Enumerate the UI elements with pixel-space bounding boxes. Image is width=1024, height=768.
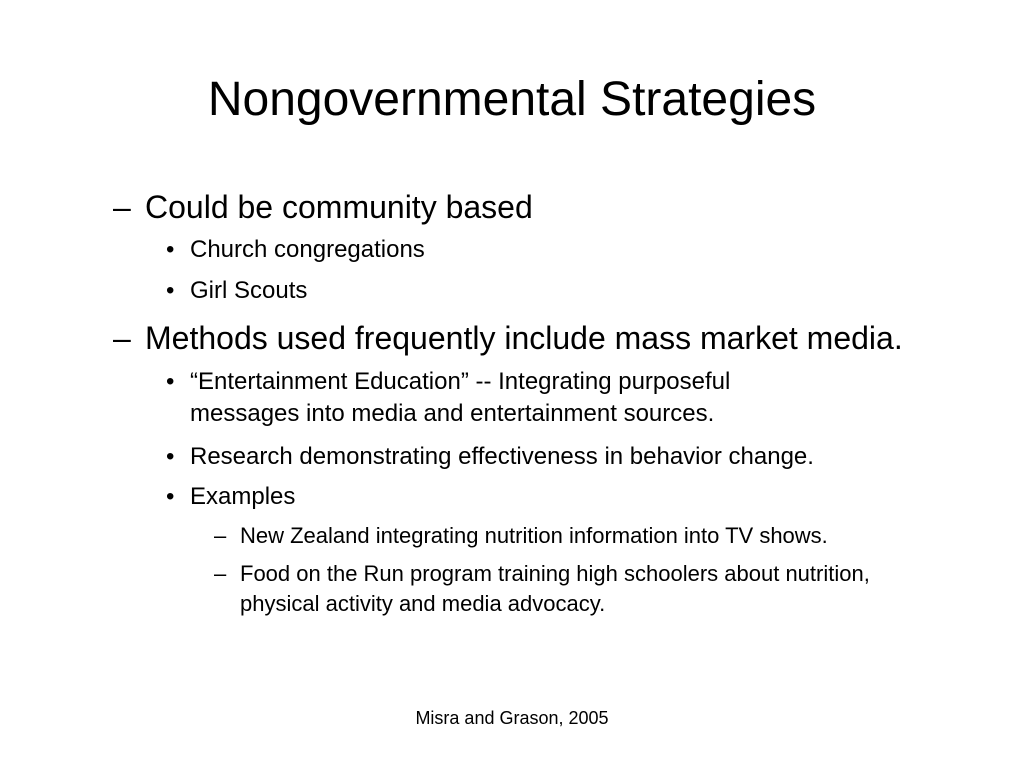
bullet-girl-scouts	[166, 275, 956, 307]
dash-marker: –	[214, 523, 227, 548]
bullet-text: New Zealand integrating nutrition information into TV shows.	[240, 523, 828, 548]
bullet-text: “Entertainment Education” -- Integrating purposeful messages into media and entertainment sources.	[190, 368, 731, 427]
bullet-text: Church congregations	[190, 236, 425, 263]
bullet-entertainment-education	[166, 366, 846, 430]
dash-marker: –	[113, 189, 131, 225]
bullet-text: Could be community based	[145, 189, 533, 225]
slide-title: Nongovernmental Strategies	[207, 73, 817, 126]
dot-marker: •	[166, 368, 175, 395]
dash-marker: –	[113, 320, 131, 356]
bullet-examples	[166, 481, 956, 513]
bullet-mass-market-media	[113, 319, 993, 357]
dot-marker: •	[166, 483, 175, 510]
citation-footer: Misra and Grason, 2005	[415, 708, 609, 728]
bullet-text: Research demonstrating effectiveness in behavior change.	[190, 443, 814, 470]
bullet-text: Girl Scouts	[190, 277, 308, 304]
dash-marker: –	[214, 561, 227, 586]
bullet-church-congregations	[166, 234, 956, 266]
dot-marker: •	[166, 277, 175, 304]
bullet-community-based	[113, 188, 993, 226]
dot-marker: •	[166, 443, 175, 470]
bullet-research	[166, 441, 956, 473]
bullet-food-on-the-run	[214, 559, 874, 619]
bullet-text: Food on the Run program training high schoolers about nutrition, physical activity and media advocacy.	[240, 561, 870, 616]
dot-marker: •	[166, 236, 175, 263]
bullet-text: Examples	[190, 483, 296, 510]
bullet-new-zealand	[214, 521, 914, 551]
bullet-text: Methods used frequently include mass market media.	[145, 320, 903, 356]
